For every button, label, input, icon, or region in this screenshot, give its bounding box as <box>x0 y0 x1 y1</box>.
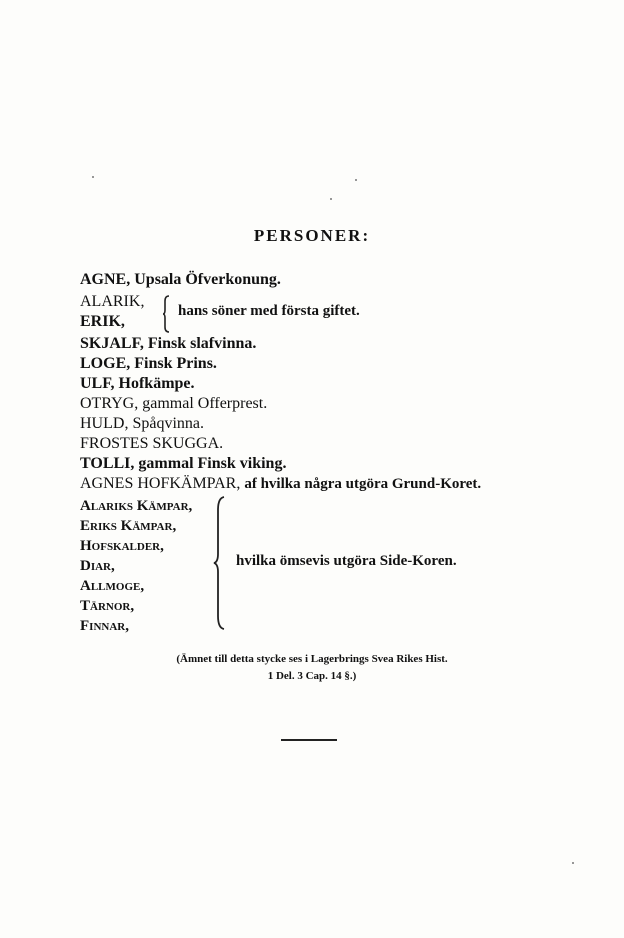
side-chorus-note: hvilka ömsevis utgöra Side-Koren. <box>236 553 457 569</box>
ink-speck <box>355 179 357 181</box>
chorus-group: Finnar, <box>80 618 129 634</box>
character-agne <box>80 270 281 290</box>
page-title: PERSONER: <box>253 226 371 245</box>
source-note-line-1: (Ämnet till detta stycke ses i Lagerbrings Svea Rikes Hist. <box>176 653 448 665</box>
character-otryg <box>80 394 267 414</box>
character-frostes-skugga <box>80 434 223 454</box>
character-desc: gammal Offerprest. <box>142 395 268 412</box>
character-desc: Finsk slafvinna. <box>147 335 257 352</box>
character-skjalf <box>80 334 256 354</box>
character-alarik <box>80 292 144 312</box>
brace-icon <box>162 295 172 333</box>
character-name: AGNE, <box>80 271 131 288</box>
source-note-line-2: 1 Del. 3 Cap. 14 §.) <box>267 670 357 682</box>
character-desc: Upsala Öfverkonung. <box>134 271 281 288</box>
ink-speck <box>330 198 332 200</box>
ink-speck <box>572 862 574 864</box>
chorus-group: Eriks Kämpar, <box>80 518 177 534</box>
character-name: FROSTES SKUGGA. <box>80 435 224 452</box>
chorus-group: Alariks Kämpar, <box>80 498 193 514</box>
character-agnes-hofkampar <box>80 474 481 494</box>
character-erik <box>80 312 125 332</box>
sons-note: hans söner med första giftet. <box>178 303 360 319</box>
character-name: LOGE, <box>80 355 131 372</box>
character-desc: gammal Finsk viking. <box>138 455 287 472</box>
ink-speck <box>92 176 94 178</box>
character-name: HULD, <box>80 415 129 432</box>
chorus-group: Diar, <box>80 558 115 574</box>
character-name: SKJALF, <box>80 335 144 352</box>
character-loge <box>80 354 217 374</box>
character-desc: Hofkämpe. <box>118 375 195 392</box>
character-name: ALARIK, <box>80 293 145 310</box>
character-name: ERIK, <box>80 313 125 330</box>
character-name: AGNES HOFKÄMPAR, <box>80 475 241 492</box>
character-desc: Finsk Prins. <box>134 355 217 372</box>
character-desc: Spåqvinna. <box>132 415 204 432</box>
chorus-group: Tärnor, <box>80 598 135 614</box>
character-name: ULF, <box>80 375 115 392</box>
character-huld <box>80 414 204 434</box>
character-desc: af hvilka några utgöra Grund-Koret. <box>244 476 482 492</box>
chorus-group: Hofskalder, <box>80 538 164 554</box>
character-ulf <box>80 374 195 394</box>
character-name: TOLLI, <box>80 455 135 472</box>
brace-icon <box>212 496 230 630</box>
character-name: OTRYG, <box>80 395 139 412</box>
divider <box>281 739 337 741</box>
character-tolli <box>80 454 286 474</box>
chorus-group: Allmoge, <box>80 578 145 594</box>
